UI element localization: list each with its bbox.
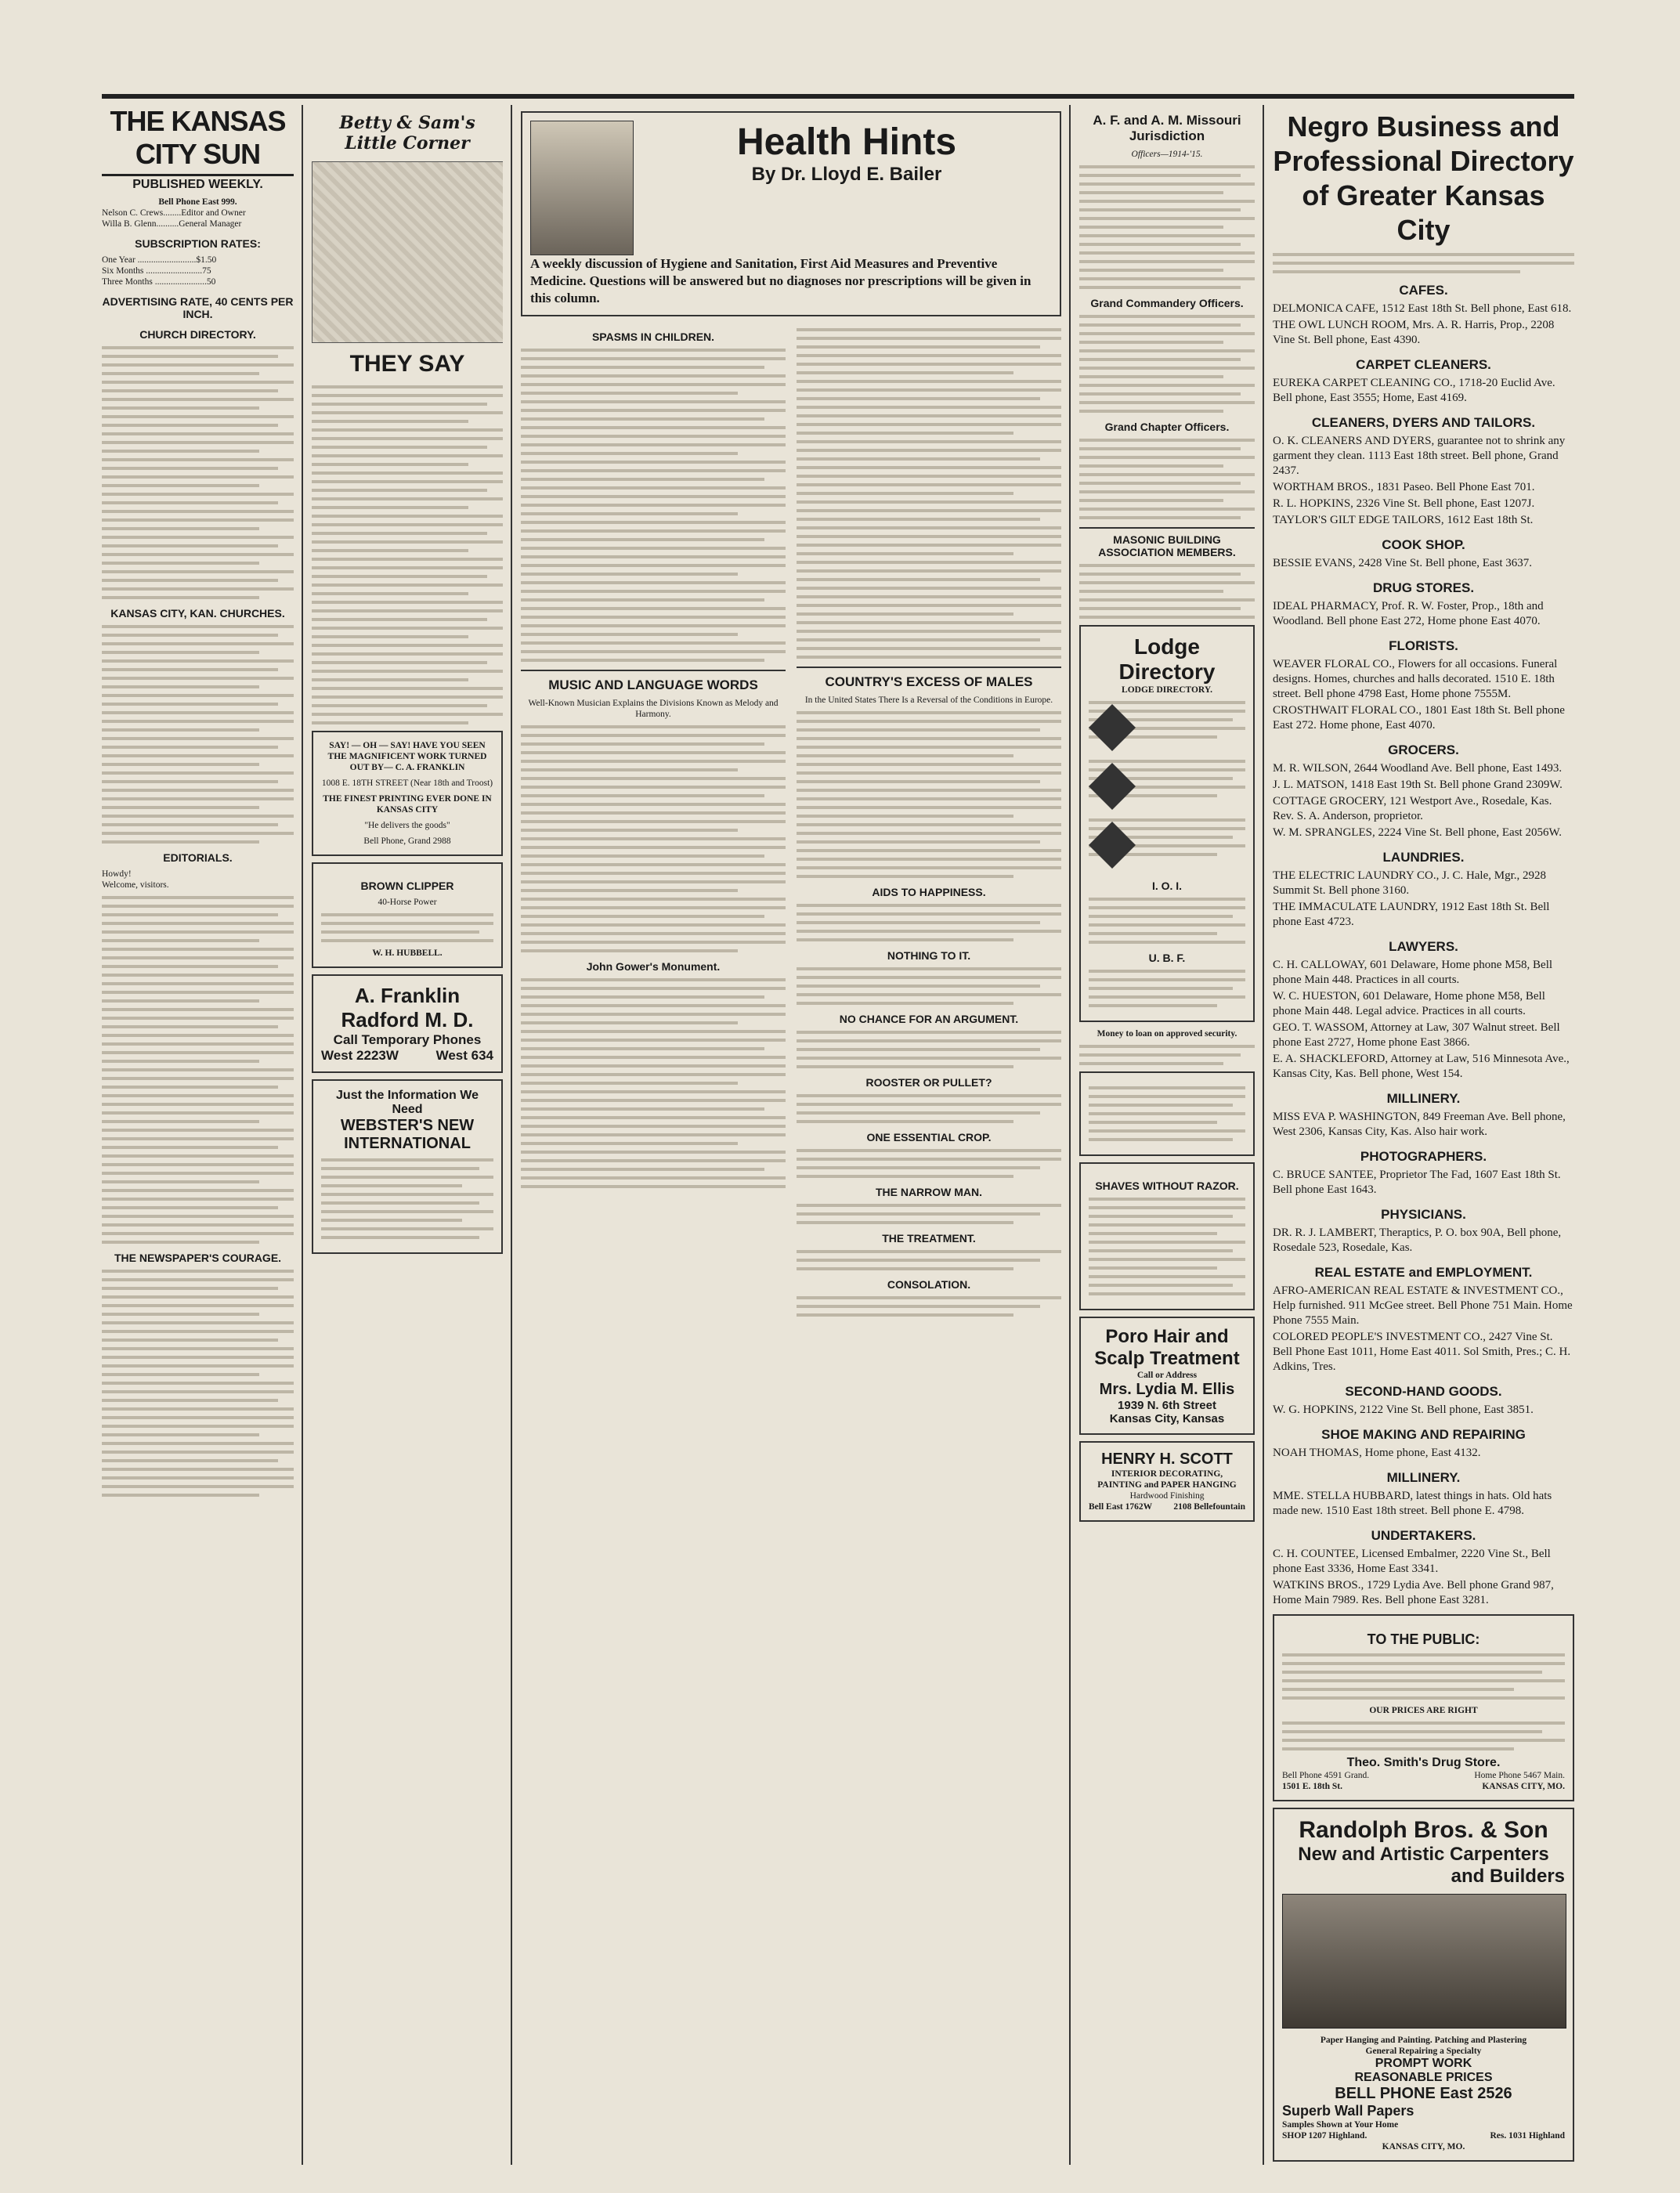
directory-category: UNDERTAKERS.: [1371, 1528, 1476, 1543]
radford-phone-1: West 2223W: [321, 1048, 399, 1063]
radford-phones-label: Call Temporary Phones: [333, 1032, 482, 1047]
masonic-title: A. F. and A. M. Missouri Jurisdiction: [1093, 113, 1241, 143]
directory-category: SHOE MAKING AND REPAIRING: [1321, 1427, 1526, 1442]
directory-entry: NOAH THOMAS, Home phone, East 4132.: [1273, 1447, 1481, 1459]
welcome-text: Welcome, visitors.: [102, 880, 169, 890]
scott-description: INTERIOR DECORATING, PAINTING and PAPER HANGING: [1097, 1469, 1237, 1490]
spasms-text: [521, 349, 786, 662]
clipper-owner: W. H. HUBBELL.: [372, 948, 443, 958]
directory-entry: IDEAL PHARMACY, Prof. R. W. Foster, Prop., 18th and Woodland. Bell phone East 272, Home phone East 4070.: [1273, 600, 1544, 627]
franklin-printing-ad: [312, 731, 503, 856]
directory-category: SECOND-HAND GOODS.: [1345, 1384, 1502, 1399]
directory-entry: CROSTHWAIT FLORAL CO., 1801 East 18th St. Bell phone East 272. Home phone, East 4070.: [1273, 704, 1565, 732]
poro-address: 1939 N. 6th Street: [1118, 1399, 1216, 1412]
directory-category: DRUG STORES.: [1372, 580, 1475, 595]
radford-name: A. Franklin Radford M. D.: [341, 984, 474, 1031]
argument-title: NO CHANCE FOR AN ARGUMENT.: [839, 1013, 1019, 1025]
shaves-text: [1089, 1198, 1245, 1295]
music-text: [521, 725, 786, 952]
directory-entry: MISS EVA P. WASHINGTON, 849 Freeman Ave. Bell phone, West 2306, Kansas City, Kas. Also hair work.: [1273, 1111, 1566, 1138]
directory-entry: THE OWL LUNCH ROOM, Mrs. A. R. Harris, Prop., 2208 Vine St. Bell phone, East 4390.: [1273, 319, 1555, 346]
masthead-manager: Willa B. Glenn..........General Manager: [102, 219, 242, 229]
subcolumn-left: [521, 323, 786, 1322]
kck-churches-title: KANSAS CITY, KAN. CHURCHES.: [110, 607, 285, 620]
editorials-title: EDITORIALS.: [163, 851, 233, 864]
column-divider: [1069, 105, 1071, 2165]
masthead-title: THE KANSAS CITY SUN: [102, 105, 294, 176]
editorial-text: [102, 896, 294, 1244]
directory-category: LAUNDRIES.: [1382, 850, 1465, 865]
rate-six: Six Months .........................75: [102, 266, 211, 276]
directory-entry: DR. R. J. LAMBERT, Theraptics, P. O. box 90A, Bell phone, Rosedale 523, Rosedale, Kas.: [1273, 1227, 1562, 1254]
directory-category: FLORISTS.: [1389, 638, 1458, 653]
masthead-subtitle: PUBLISHED WEEKLY.: [132, 178, 263, 191]
webster-title: WEBSTER'S NEW INTERNATIONAL: [340, 1117, 475, 1152]
music-title: MUSIC AND LANGUAGE WORDS: [521, 670, 786, 693]
scott-contact: [1089, 1501, 1245, 1512]
masthead-editor: Nelson C. Crews........Editor and Owner: [102, 208, 246, 218]
commandery-title: Grand Commandery Officers.: [1090, 297, 1244, 309]
directory-entry: DELMONICA CAFE, 1512 East 18th St. Bell phone, East 618.: [1273, 302, 1572, 315]
ubf-text: [1089, 970, 1245, 1007]
directory-category: REAL ESTATE and EMPLOYMENT.: [1314, 1265, 1533, 1280]
health-hints-intro: A weekly discussion of Hygiene and Sanitation, First Aid Measures and Preventive Medicine. Questions will be answered but no diagnoses nor prescriptions will be given in this column.: [530, 256, 1031, 305]
directory-entry: AFRO-AMERICAN REAL ESTATE & INVESTMENT CO., Help furnished. 911 McGee street. Bell Phone 751 Main. Home Phone 7555 Main.: [1273, 1284, 1573, 1327]
directory-entry: R. L. HOPKINS, 2326 Vine St. Bell phone, East 1207J.: [1273, 497, 1535, 510]
directory-entry: TAYLOR'S GILT EDGE TAILORS, 1612 East 18th St.: [1273, 514, 1534, 526]
church-directory-title: CHURCH DIRECTORY.: [139, 328, 256, 341]
column-divider: [511, 105, 512, 2165]
health-hints-title: Health Hints: [736, 121, 957, 163]
they-say-title: THEY SAY: [349, 351, 465, 377]
wall-res: Res. 1031 Highland: [1490, 2131, 1565, 2141]
church-listing: [102, 346, 294, 599]
directory-category: MILLINERY.: [1386, 1470, 1461, 1485]
aids-text: [797, 904, 1061, 941]
randolph-prompt: PROMPT WORK: [1375, 2057, 1472, 2070]
directory-entry: WEAVER FLORAL CO., Flowers for all occasions. Funeral designs. Homes, churches and halls decorated. 1510 E. 18th street. Bell phone 4798 East, Home phone 7555M.: [1273, 658, 1558, 700]
ioi-text: [1089, 898, 1245, 944]
crop-title: ONE ESSENTIAL CROP.: [866, 1131, 992, 1143]
smith-phone-1: Bell Phone 4591 Grand.: [1282, 1771, 1370, 1780]
poro-name: Mrs. Lydia M. Ellis: [1099, 1381, 1235, 1398]
smith-location: [1282, 1781, 1565, 1792]
scott-address: 2108 Bellefountain: [1173, 1502, 1245, 1512]
directory-entry: C. BRUCE SANTEE, Proprietor The Fad, 1607 East 18th St. Bell phone East 1643.: [1273, 1169, 1561, 1196]
column-2: [312, 105, 503, 2165]
directory-category: CARPET CLEANERS.: [1356, 357, 1491, 372]
poro-call: Call or Address: [1136, 1371, 1198, 1380]
cartoon-image: [312, 161, 503, 343]
crop-text: [797, 1149, 1061, 1178]
excess-males-title: COUNTRY'S EXCESS OF MALES: [797, 667, 1061, 690]
money-loan: Money to loan on approved security.: [1097, 1029, 1237, 1039]
directory-entry: J. L. MATSON, 1418 East 19th St. Bell phone Grand 2309W.: [1273, 779, 1563, 791]
health-subcolumns: [521, 323, 1061, 1322]
clipper-title: BROWN CLIPPER: [360, 880, 454, 892]
directory-title: Negro Business and Professional Directory of Greater Kansas City: [1273, 110, 1574, 246]
directory-entry: O. K. CLEANERS AND DYERS, guarantee not to shrink any garment they clean. 1113 East 18th street. Bell phone, Grand 2437.: [1273, 435, 1566, 477]
directory-entry: E. A. SHACKLEFORD, Attorney at Law, 516 Minnesota Ave., Kansas City, Kas. Bell phone, West 154.: [1273, 1053, 1570, 1080]
radford-phone-numbers: [321, 1048, 493, 1064]
directory-entry: THE IMMACULATE LAUNDRY, 1912 East 18th St. Bell phone East 4723.: [1273, 901, 1550, 928]
smith-drug-store: Theo. Smith's Drug Store.: [1346, 1756, 1501, 1769]
lodge-directory-sub: LODGE DIRECTORY.: [1122, 685, 1212, 695]
randolph-name: Randolph Bros. & Son: [1299, 1817, 1548, 1843]
directory-category: PHOTOGRAPHERS.: [1360, 1149, 1487, 1164]
lodge-entry: [1089, 760, 1245, 813]
rooster-text: [797, 1094, 1061, 1123]
ubf-title: U. B. F.: [1148, 952, 1186, 964]
newspaper-courage-title: THE NEWSPAPER'S COURAGE.: [114, 1252, 282, 1264]
directory-category: GROCERS.: [1388, 742, 1459, 757]
directory-entry: W. C. HUESTON, 601 Delaware, Home phone M58, Bell phone Main 448. Legal advice. Practices in all courts.: [1273, 990, 1545, 1017]
franklin-ad-line1: SAY! — OH — SAY! HAVE YOU SEEN THE MAGNIFICENT WORK TURNED OUT BY— C. A. FRANKLIN: [327, 741, 487, 772]
excess-males-subtitle: In the United States There Is a Reversal of the Conditions in Europe.: [804, 695, 1053, 705]
directory-category: LAWYERS.: [1389, 939, 1458, 954]
smith-address: 1501 E. 18th St.: [1282, 1782, 1342, 1791]
health-hints-header: [521, 111, 1061, 316]
commandery-list: [1079, 315, 1255, 413]
directory-entry: MME. STELLA HUBBARD, latest things in hats. Old hats made new. 1510 East 18th street. Bell phone E. 4798.: [1273, 1490, 1552, 1517]
directory-entry: GEO. T. WASSOM, Attorney at Law, 307 Walnut street. Bell phone East 2727, Home phone East 3866.: [1273, 1021, 1560, 1049]
shaves-title: SHAVES WITHOUT RAZOR.: [1095, 1180, 1239, 1192]
directory-entry: BESSIE EVANS, 2428 Vine St. Bell phone, East 3637.: [1273, 557, 1533, 569]
scott-name: HENRY H. SCOTT: [1101, 1451, 1233, 1468]
clipper-text: [321, 913, 493, 942]
masonic-officers: Officers—1914-'15.: [1131, 150, 1203, 159]
franklin-ad-phone: Bell Phone, Grand 2988: [363, 836, 451, 846]
column-4: [1079, 105, 1255, 2165]
consolation-title: CONSOLATION.: [887, 1278, 971, 1291]
advertising-rate: ADVERTISING RATE, 40 CENTS PER INCH.: [102, 295, 294, 320]
courage-text: [102, 1270, 294, 1497]
newspaper-page: [102, 94, 1574, 2177]
argument-text: [797, 1031, 1061, 1068]
rate-year: One Year ..........................$1.50: [102, 255, 217, 265]
masthead-phone: Bell Phone East 999.: [158, 197, 237, 207]
lodge-directory: [1079, 625, 1255, 1022]
franklin-ad-line4: "He delivers the goods": [364, 821, 450, 830]
directory-entry: M. R. WILSON, 2644 Woodland Ave. Bell phone, East 1493.: [1273, 762, 1563, 775]
betty-sam-title: Betty & Sam's Little Corner: [339, 113, 475, 154]
treatment-title: THE TREATMENT.: [882, 1232, 976, 1245]
narrow-title: THE NARROW MAN.: [875, 1186, 983, 1198]
column-divider: [302, 105, 303, 2165]
brown-clipper-ad: [312, 862, 503, 968]
scott-finishing: Hardwood Finishing: [1129, 1491, 1205, 1501]
directory-intro: [1273, 253, 1574, 273]
excess-males-text: [797, 711, 1061, 878]
house-photo: [1282, 1894, 1566, 2029]
money-text: [1079, 1045, 1255, 1065]
radford-ad: [312, 974, 503, 1073]
rates-title: SUBSCRIPTION RATES:: [135, 237, 261, 250]
gower-text: [521, 978, 786, 1188]
smith-phone-2: Home Phone 5467 Main.: [1474, 1771, 1565, 1780]
local-news-box: [1079, 1071, 1255, 1156]
treatment-text: [797, 1250, 1061, 1270]
rooster-title: ROOSTER OR PULLET?: [865, 1076, 992, 1089]
chapter-title: Grand Chapter Officers.: [1104, 421, 1230, 433]
nothing-title: NOTHING TO IT.: [887, 949, 971, 962]
randolph-phone: BELL PHONE East 2526: [1335, 2085, 1512, 2102]
public-text: [1282, 1653, 1565, 1700]
directory-category: PHYSICIANS.: [1381, 1207, 1466, 1222]
lodge-entry: [1089, 701, 1245, 754]
column-divider: [1263, 105, 1264, 2165]
randolph-prices: REASONABLE PRICES: [1354, 2071, 1493, 2084]
directory-entry: EUREKA CARPET CLEANING CO., 1718-20 Euclid Ave. Bell phone, East 3555; Home, East 4169.: [1273, 377, 1555, 404]
top-rule: [102, 94, 1574, 99]
smith-city: KANSAS CITY, MO.: [1482, 1782, 1565, 1791]
randolph-builders: and Builders: [1451, 1866, 1565, 1887]
chapter-list: [1079, 439, 1255, 519]
directory-entry: COLORED PEOPLE'S INVESTMENT CO., 2427 Vine St. Bell Phone East 1011, Home East 4011. Sol Smith, Pres.; C. H. Adkins, Tres.: [1273, 1331, 1571, 1373]
column-3: [521, 105, 1061, 2165]
directory-category: COOK SHOP.: [1382, 537, 1465, 552]
gower-title: John Gower's Monument.: [586, 960, 721, 973]
scott-ad: [1079, 1441, 1255, 1522]
prices-line: OUR PRICES ARE RIGHT: [1369, 1706, 1478, 1715]
narrow-text: [797, 1204, 1061, 1224]
randolph-ad: [1273, 1808, 1574, 2162]
kck-church-listing: [102, 625, 294, 844]
howdy-text: Howdy!: [102, 869, 132, 879]
prices-text: [1282, 1722, 1565, 1750]
randolph-repairing: General Repairing a Specialty: [1365, 2047, 1482, 2056]
spasms-title: SPASMS IN CHILDREN.: [591, 331, 715, 343]
randolph-services: Paper Hanging and Painting. Patching and Plastering: [1320, 2036, 1527, 2045]
franklin-ad-line3: THE FINEST PRINTING EVER DONE IN KANSAS CITY: [323, 794, 492, 815]
clipper-subtitle: 40-Horse Power: [378, 898, 437, 907]
directory-entry: W. M. SPRANGLES, 2224 Vine St. Bell phone, East 2056W.: [1273, 826, 1562, 839]
directory-list: [1273, 283, 1574, 1608]
consolation-text: [797, 1296, 1061, 1317]
wall-papers: Superb Wall Papers: [1282, 2103, 1414, 2119]
author-portrait: [530, 121, 634, 255]
ioi-title: I. O. I.: [1151, 880, 1183, 892]
poro-city: Kansas City, Kansas: [1109, 1412, 1225, 1425]
directory-entry: WORTHAM BROS., 1831 Paseo. Bell Phone East 701.: [1273, 481, 1535, 493]
public-title: TO THE PUBLIC:: [1367, 1631, 1480, 1647]
directory-entry: THE ELECTRIC LAUNDRY CO., J. C. Hale, Mgr., 2928 Summit St. Bell phone 3160.: [1273, 869, 1547, 897]
building-title: MASONIC BUILDING ASSOCIATION MEMBERS.: [1079, 527, 1255, 558]
scott-phone: Bell East 1762W: [1089, 1502, 1153, 1512]
poro-title: Poro Hair and Scalp Treatment: [1094, 1326, 1240, 1369]
directory-entry: COTTAGE GROCERY, 121 Westport Ave., Rosedale, Kas. Rev. S. A. Anderson, proprietor.: [1273, 795, 1552, 822]
nothing-text: [797, 967, 1061, 1005]
public-notice: [1273, 1614, 1574, 1801]
wall-addresses: [1282, 2130, 1565, 2141]
rate-three: Three Months .......................50: [102, 277, 216, 287]
randolph-carpenters: New and Artistic Carpenters: [1298, 1844, 1549, 1865]
directory-entry: W. G. HOPKINS, 2122 Vine St. Bell phone, East 3851.: [1273, 1404, 1534, 1416]
wall-samples: Samples Shown at Your Home: [1282, 2120, 1399, 2130]
building-list: [1079, 564, 1255, 619]
radford-phone-2: West 634: [435, 1048, 493, 1063]
shaves-ad: [1079, 1162, 1255, 1310]
directory-entry: WATKINS BROS., 1729 Lydia Ave. Bell phone Grand 987, Home Main 7989. Res. Bell phone East 3281.: [1273, 1579, 1554, 1606]
webster-text: [321, 1158, 493, 1239]
directory-category: MILLINERY.: [1386, 1091, 1461, 1106]
health-hints-byline: By Dr. Lloyd E. Bailer: [751, 164, 942, 185]
officers-list: [1079, 165, 1255, 289]
lodge-directory-title: Lodge Directory: [1118, 634, 1216, 684]
music-subtitle: Well-Known Musician Explains the Divisions Known as Melody and Harmony.: [528, 699, 779, 719]
spasms-continued: [797, 328, 1061, 659]
poro-ad: [1079, 1317, 1255, 1435]
subcolumn-right: [797, 323, 1061, 1322]
smith-phones: [1282, 1770, 1565, 1781]
wall-city: KANSAS CITY, MO.: [1382, 2142, 1465, 2151]
local-news-text: [1089, 1086, 1245, 1141]
they-say-text: [312, 385, 503, 724]
directory-category: CLEANERS, DYERS AND TAILORS.: [1311, 415, 1536, 430]
directory-entry: C. H. CALLOWAY, 601 Delaware, Home phone M58, Bell phone Main 448. Practices in all courts.: [1273, 959, 1553, 986]
webster-head: Just the Information We Need: [336, 1089, 479, 1116]
directory-category: CAFES.: [1399, 283, 1448, 298]
franklin-ad-line2: 1008 E. 18TH STREET (Near 18th and Troost): [321, 779, 493, 788]
directory-entry: C. H. COUNTEE, Licensed Embalmer, 2220 Vine St., Bell phone East 3336, Home East 3341.: [1273, 1548, 1551, 1575]
column-1: [102, 105, 294, 2165]
column-5: [1273, 105, 1574, 2165]
lodge-entry: [1089, 818, 1245, 872]
aids-title: AIDS TO HAPPINESS.: [872, 886, 986, 898]
webster-ad: [312, 1079, 503, 1254]
wall-shop: SHOP 1207 Highland.: [1282, 2131, 1367, 2141]
